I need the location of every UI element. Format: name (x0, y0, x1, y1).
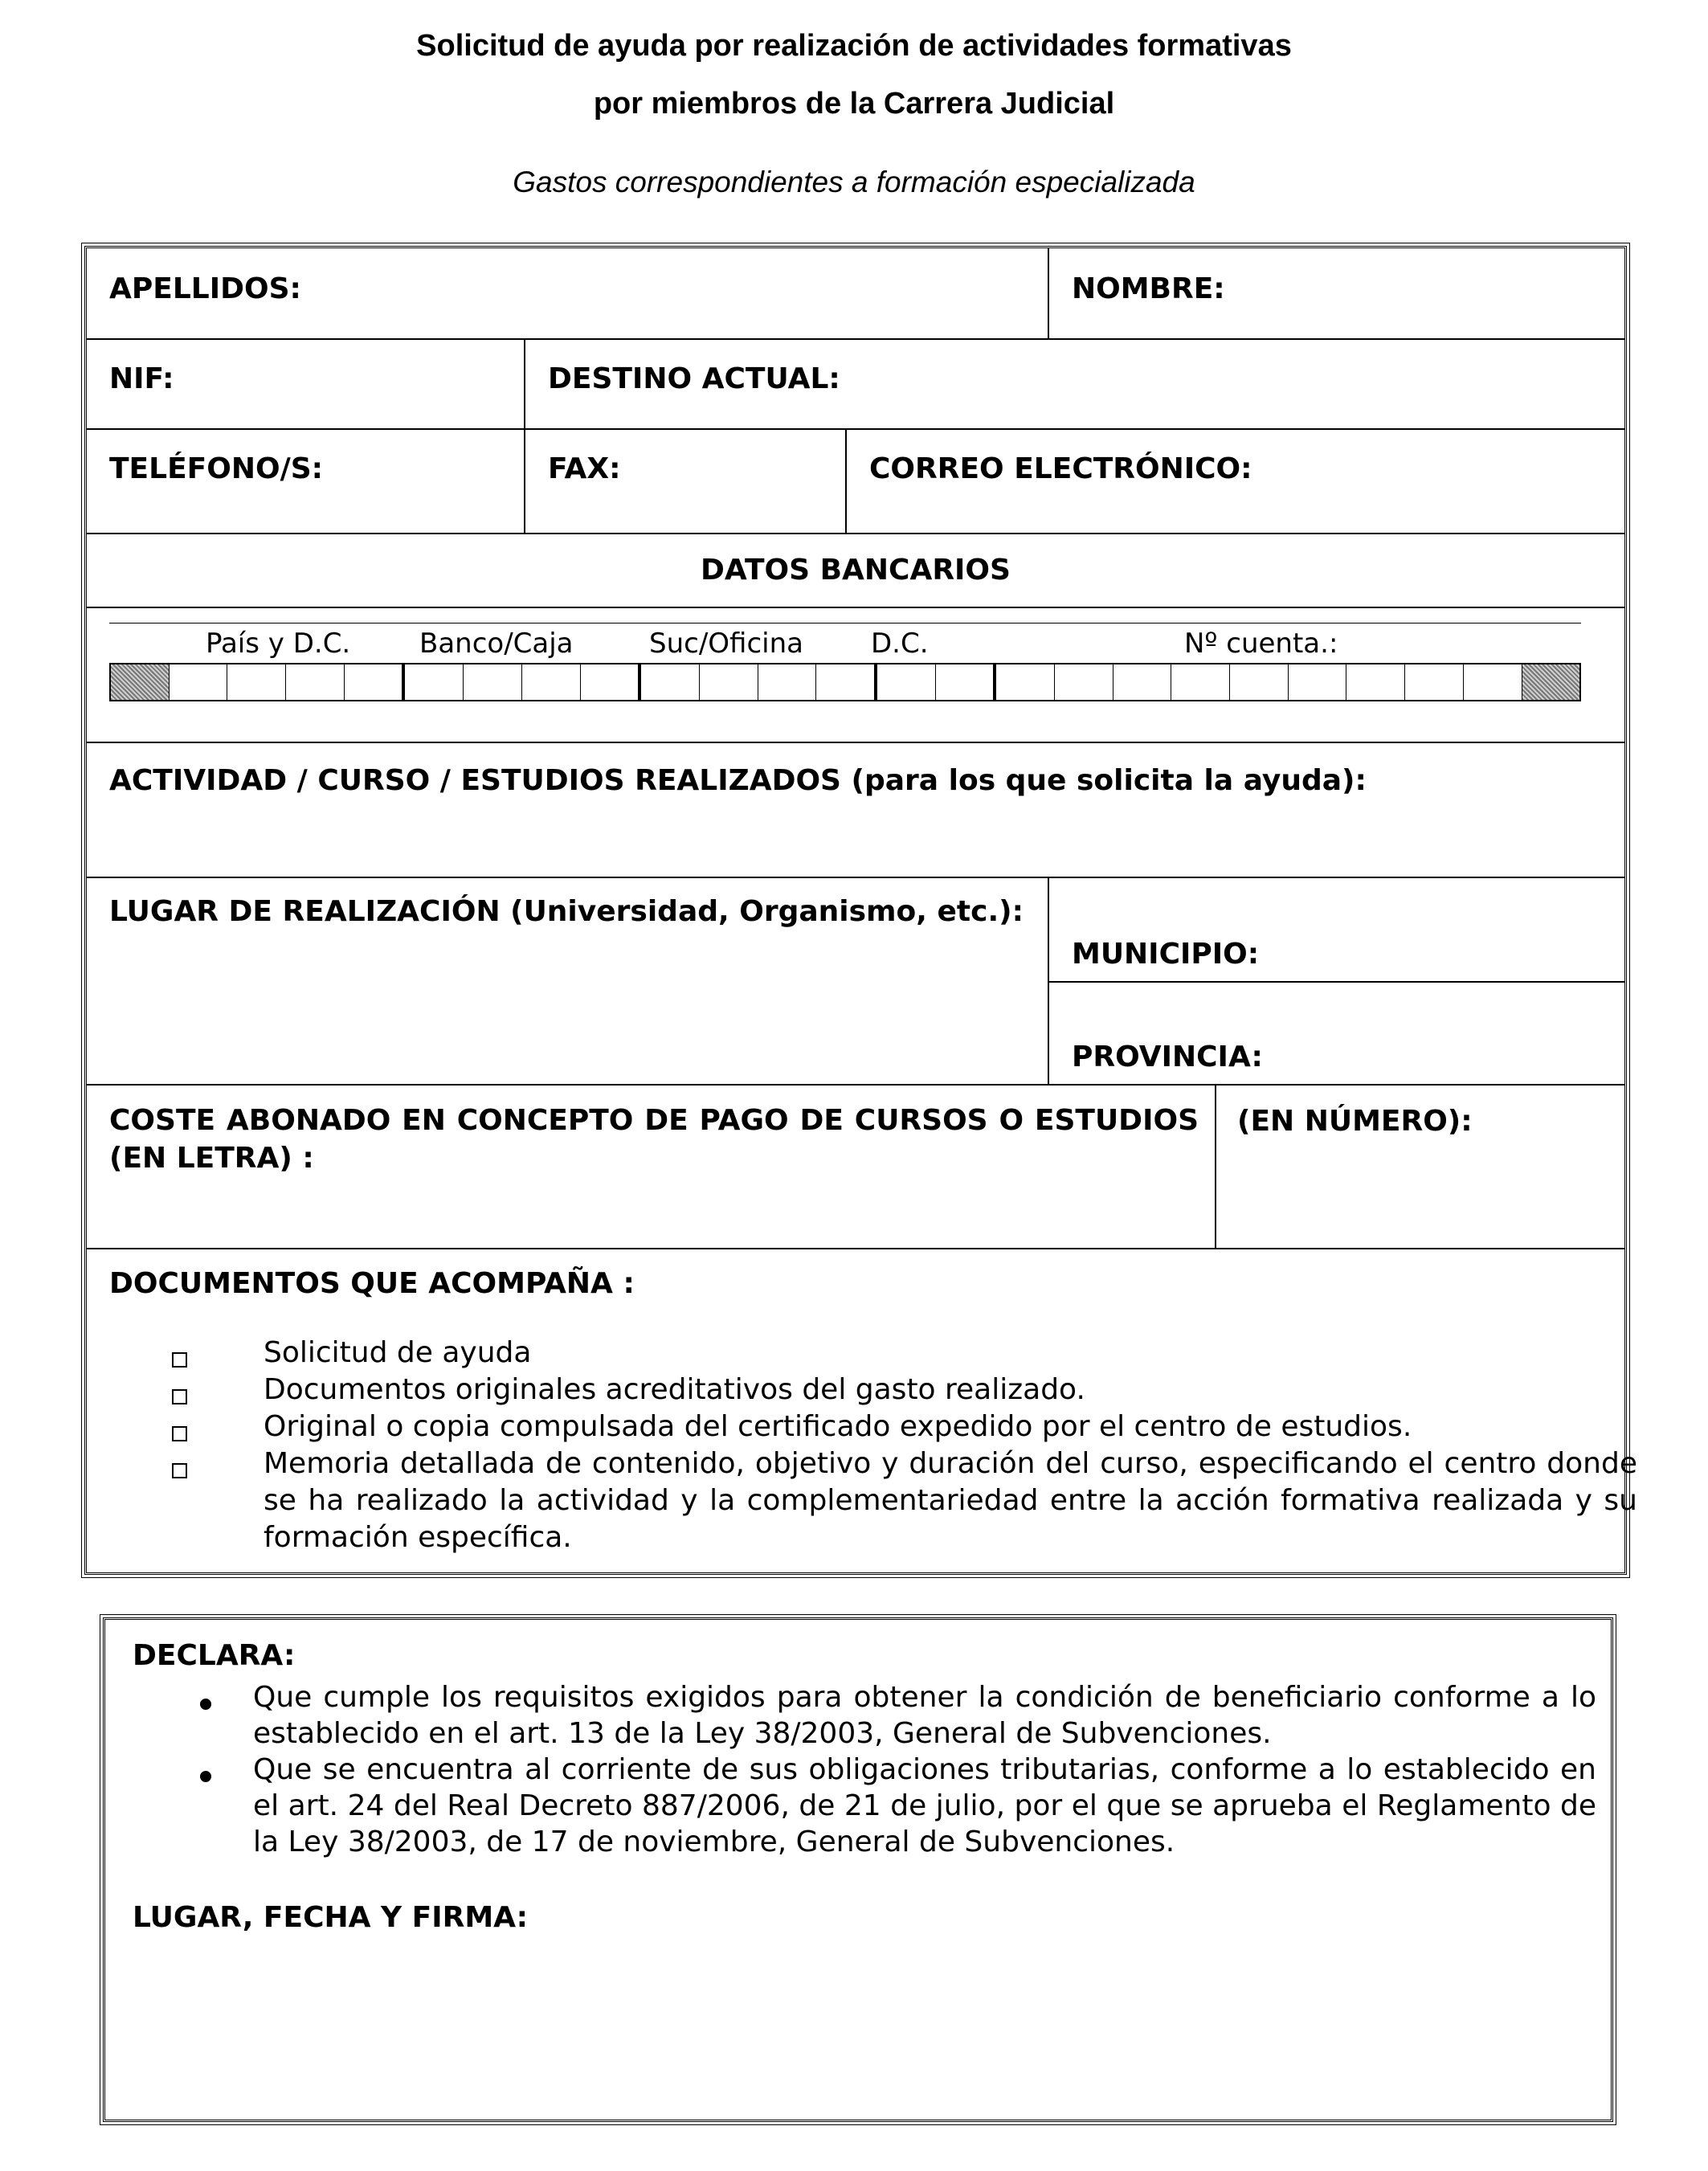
bullet-icon (200, 1771, 211, 1782)
bank-header-cuenta: Nº cuenta.: (1184, 628, 1338, 660)
lugar-label: LUGAR DE REALIZACIÓN (Universidad, Organismo, etc.): (109, 895, 1024, 928)
checkbox-documento-4[interactable] (172, 1463, 187, 1478)
declaration-item: Que cumple los requisitos exigidos para obtener la condición de beneficiario conforme a lo establecido en el art. 13 de la Ley 38/2003, General de Subvenciones. (253, 1681, 1596, 1750)
fax-label: FAX: (548, 452, 621, 485)
bank-digit-cell[interactable] (286, 664, 345, 700)
bank-digit-cell[interactable] (816, 664, 877, 700)
bank-digit-cell[interactable] (700, 664, 758, 700)
bank-digit-cell[interactable] (1346, 664, 1405, 700)
correo-label: CORREO ELECTRÓNICO: (869, 452, 1252, 485)
bank-digit-cell[interactable] (1113, 664, 1172, 700)
declara-heading: DECLARA: (133, 1639, 296, 1672)
provincia-label: PROVINCIA: (1072, 1041, 1263, 1073)
bank-header-sucursal: Suc/Oficina (649, 628, 803, 660)
application-form (84, 246, 1637, 1575)
bank-digit-cell[interactable] (170, 664, 228, 700)
documento-item: Solicitud de ayuda (264, 1336, 532, 1369)
bank-digit-cell[interactable] (936, 664, 997, 700)
coste-letra-label: COSTE ABONADO EN CONCEPTO DE PAGO DE CURSOS O ESTUDIOS (EN LETRA) : (109, 1104, 1199, 1175)
bank-digit-cell[interactable] (641, 664, 700, 700)
bank-digit-cell[interactable] (877, 664, 936, 700)
documentos-heading: DOCUMENTOS QUE ACOMPAÑA : (109, 1267, 635, 1300)
bank-digit-cell[interactable] (345, 664, 406, 700)
bank-digit-cell[interactable] (405, 664, 464, 700)
page-title-line2: por miembros de la Carrera Judicial (593, 87, 1115, 121)
bank-digit-cell[interactable] (1405, 664, 1464, 700)
bank-header-pais: País y D.C. (206, 628, 351, 660)
checkbox-documento-2[interactable] (172, 1389, 187, 1404)
bank-digit-cell[interactable] (1230, 664, 1289, 700)
documento-item: Documentos originales acreditativos del gasto realizado. (264, 1373, 1085, 1406)
nombre-label: NOMBRE: (1072, 272, 1225, 305)
bank-digit-cell[interactable] (1289, 664, 1347, 700)
bank-digit-cell[interactable] (1464, 664, 1522, 700)
page-title: Solicitud de ayuda por realización de actividades formativas (416, 29, 1292, 63)
telefono-label: TELÉFONO/S: (109, 452, 324, 485)
page-subtitle: Gastos correspondientes a formación especializada (513, 166, 1195, 198)
bullet-icon (200, 1699, 211, 1710)
bank-header-banco: Banco/Caja (419, 628, 574, 660)
bank-digit-cell[interactable] (581, 664, 642, 700)
documento-item: Original o copia compulsada del certificado expedido por el centro de estudios. (264, 1410, 1412, 1443)
nif-label: NIF: (109, 362, 174, 395)
bank-digit-cell[interactable] (996, 664, 1055, 700)
bank-digit-cell[interactable] (1055, 664, 1113, 700)
bank-digit-cell[interactable] (464, 664, 522, 700)
bank-digit-cell[interactable] (111, 664, 170, 700)
bank-digit-cell[interactable] (522, 664, 581, 700)
bank-digit-cell[interactable] (1171, 664, 1230, 700)
datos-bancarios-heading: DATOS BANCARIOS (701, 554, 1011, 587)
bank-header-dc: D.C. (871, 628, 929, 660)
coste-numero-label: (EN NÚMERO): (1237, 1105, 1473, 1138)
actividad-label: ACTIVIDAD / CURSO / ESTUDIOS REALIZADOS (para los que solicita la ayuda): (109, 764, 1367, 797)
bank-account-grid (109, 663, 1581, 701)
bank-digit-cell[interactable] (758, 664, 817, 700)
declaration-box (103, 1617, 1613, 2122)
bank-digit-cell[interactable] (227, 664, 286, 700)
checkbox-documento-1[interactable] (172, 1352, 187, 1368)
bank-digit-cell[interactable] (1522, 664, 1580, 700)
checkbox-documento-3[interactable] (172, 1426, 187, 1441)
municipio-label: MUNICIPIO: (1072, 938, 1260, 971)
apellidos-label: APELLIDOS: (109, 272, 301, 305)
destino-label: DESTINO ACTUAL: (548, 362, 840, 395)
documento-item: Memoria detallada de contenido, objetivo y duración del curso, especificando el centro donde se ha realizado la actividad y la complementariedad entre la acción formativa realizada y su formación específica. (264, 1447, 1637, 1554)
declaration-item: Que se encuentra al corriente de sus obligaciones tributarias, conforme a lo establecido en el art. 24 del Real Decreto 887/2006, de 21 de julio, por el que se aprueba el Reglamento de la Ley 38/2003, de 17 de noviembre, General de Subvenciones. (253, 1753, 1596, 1858)
signature-label: LUGAR, FECHA Y FIRMA: (133, 1901, 529, 1934)
